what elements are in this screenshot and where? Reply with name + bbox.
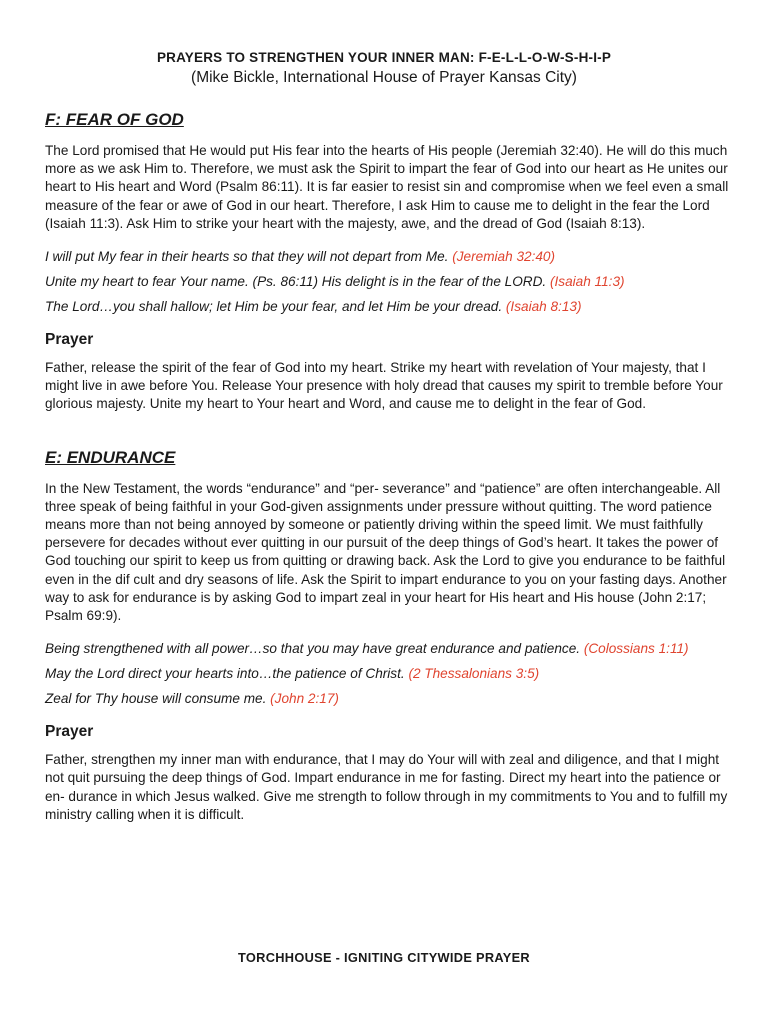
section-heading: E: ENDURANCE: [45, 447, 176, 467]
verse-text: Unite my heart to fear Your name. (Ps. 86:11) His delight is in the fear of the LORD.: [45, 274, 550, 290]
page-footer: TORCHHOUSE - IGNITING CITYWIDE PRAYER: [238, 950, 530, 965]
prayer-heading: Prayer: [45, 331, 94, 349]
verse-text: Being strengthened with all power…so that you may have great endurance and patience.: [45, 641, 584, 657]
section-spacer: [45, 414, 730, 448]
verse-item: [45, 666, 730, 682]
prayer-text: Father, strengthen my inner man with endurance, that I may do Your will with zeal and diligence, and that I might not quit pursuing the deep things of God. Impart endurance in me for fasting. Direct my heart into the patience or en- durance in which Jesus walked. Give me strength to follow through in my commitments to You and to fulfill my ministry calling when it is difficult.: [45, 752, 728, 822]
verse-reference: (Jeremiah 32:40): [452, 249, 555, 265]
document-body: [45, 110, 730, 824]
document-title: PRAYERS TO STRENGTHEN YOUR INNER MAN: F-E-L-L-O-W-S-H-I-P: [156, 50, 612, 65]
verse-list: [45, 641, 730, 707]
verse-item: [45, 299, 730, 315]
section-endurance: [45, 448, 730, 824]
section-heading: F: FEAR OF GOD: [45, 110, 184, 129]
verse-item: [45, 274, 730, 290]
verse-reference: (John 2:17): [270, 691, 339, 707]
verse-text: May the Lord direct your hearts into…the patience of Christ.: [45, 666, 409, 682]
verse-reference: (Isaiah 11:3): [549, 274, 625, 290]
verse-reference: (Isaiah 8:13): [505, 299, 582, 315]
verse-item: [45, 691, 730, 707]
prayer-text: Father, release the spirit of the fear of God into my heart. Strike my heart with revelation of Your majesty, that I might live in awe before You. Release Your presence with holy dread that causes my spirit to tremble before Your glorious majesty. Unite my heart to Your heart and Word, and cause me to delight in the fear of God.: [45, 360, 723, 412]
verse-text: I will put My fear in their hearts so that they will not depart from Me.: [45, 249, 453, 265]
verse-item: [45, 641, 730, 657]
verse-text: Zeal for Thy house will consume me.: [45, 691, 271, 707]
verse-item: [45, 249, 730, 265]
section-fear-of-god: [45, 110, 730, 414]
verse-text: The Lord…you shall hallow; let Him be your fear, and let Him be your dread.: [45, 299, 506, 315]
prayer-heading: Prayer: [45, 723, 94, 741]
verse-reference: (Colossians 1:11): [583, 641, 689, 657]
section-body: The Lord promised that He would put His fear into the hearts of His people (Jeremiah 32:40). He will do this much more as we ask Him to. Therefore, we must ask the Spirit to impart the fear of God into our heart as He unites our heart to His heart and Word (Psalm 86:11). It is far easier to resist sin and compromise when we feel even a small measure of the fear or awe of God in our heart. Therefore, I ask Him to cause me to delight in the fear the Lord (Isaiah 11:3). Ask Him to strike your heart with the majesty, awe, and the dread of God (Isaiah 8:13).: [45, 143, 729, 231]
section-body: In the New Testament, the words “endurance” and “per- severance” and “patience” are often interchangeable. All three speak of being faithful in your God-given assignments under pressure without quitting. The word patience means more than not being annoyed by someone or patiently driving within the speed limit. We must faithfully persevere for decades without ever quitting in our pursuit of the deep things of God’s heart. It takes the power of God touching our spirit to keep us from quitting or drawing back. Ask the Lord to give you endurance to be faithful even in the dif cult and dry seasons of life. Ask the Spirit to impart endurance to you on your fasting days. Another way to ask for endurance is by asking God to impart zeal in your heart for His heart and His house (John 2:17; Psalm 69:9).: [45, 480, 727, 624]
verse-reference: (2 Thessalonians 3:5): [408, 666, 540, 682]
document-subtitle: (Mike Bickle, International House of Prayer Kansas City): [191, 69, 577, 86]
verse-list: [45, 249, 730, 315]
